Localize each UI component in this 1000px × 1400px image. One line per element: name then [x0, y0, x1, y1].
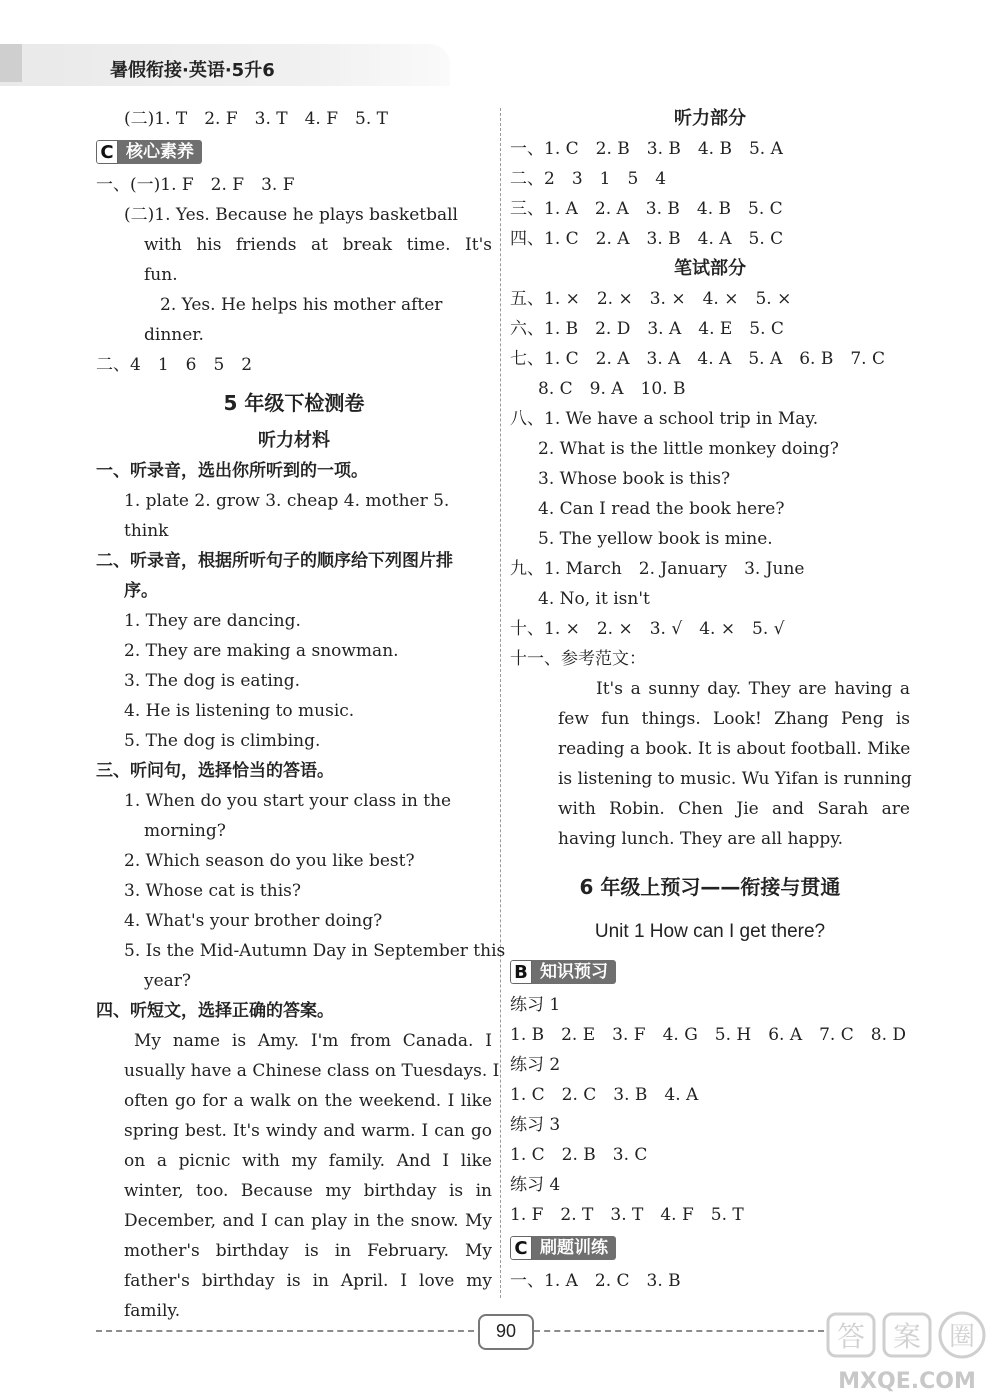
answer-line: 1. C 2. C 3. B 4. A: [510, 1085, 699, 1105]
answer-line: with Robin. Chen Jie and Sarah are: [558, 799, 910, 819]
spacer: [510, 854, 910, 864]
answer-line: 2. They are making a snowman.: [124, 641, 399, 661]
section-badge-letter: B: [510, 960, 532, 984]
answer-line: reading a book. It is about football. Mike: [558, 739, 911, 759]
answer-line: 3. The dog is eating.: [124, 671, 301, 691]
answer-line: 练习 2: [510, 1055, 561, 1075]
answer-line: 一、听录音，选出你所听到的一项。: [96, 461, 368, 481]
section-heading: 6 年级上预习——衔接与贯通: [579, 875, 841, 899]
answer-line: 4. He is listening to music.: [124, 701, 355, 721]
answer-line: morning?: [144, 821, 226, 841]
answer-line: 二、4 1 6 5 2: [96, 355, 253, 375]
right-column: [510, 104, 910, 1296]
answer-line: 5. The dog is climbing.: [124, 731, 321, 751]
page-header-title: 暑假衔接·英语·5升6: [110, 60, 275, 81]
answer-line: dinner.: [144, 325, 204, 345]
answer-line: having lunch. They are all happy.: [558, 829, 844, 849]
section-badge-label: 知识预习: [532, 960, 616, 984]
watermark-char-1: 答: [836, 1320, 866, 1353]
section-badge-label: 刷题训练: [532, 1236, 616, 1260]
answer-line: 四、1. C 2. A 3. B 4. A 5. C: [510, 229, 784, 249]
answer-line: 1. F 2. T 3. T 4. F 5. T: [510, 1205, 744, 1225]
answer-line: 5. Is the Mid-Autumn Day in September this: [124, 941, 506, 961]
answer-line: 二、2 3 1 5 4: [510, 169, 667, 189]
answer-line: 七、1. C 2. A 3. A 4. A 5. A 6. B 7. C: [510, 349, 885, 369]
answer-line: 三、听问句，选择恰当的答语。: [96, 761, 334, 781]
section-heading: Unit 1 How can I get there?: [594, 921, 826, 942]
answer-line: 2. What is the little monkey doing?: [538, 439, 839, 459]
answer-line: mother's birthday is in February. My: [124, 1241, 492, 1261]
answer-line: 十、1. × 2. × 3. √ 4. × 5. √: [510, 619, 785, 639]
answer-line: father's birthday is in April. I love my: [124, 1271, 492, 1291]
answer-line: 4. What's your brother doing?: [124, 911, 383, 931]
section-badge-letter: C: [96, 140, 118, 164]
answer-line: often go for a walk on the weekend. I like: [124, 1091, 492, 1111]
answer-line: on a picnic with my family. And I like: [124, 1151, 492, 1171]
answer-line: spring best. It's windy and warm. I can go: [124, 1121, 492, 1141]
answer-line: 五、1. × 2. × 3. × 4. × 5. ×: [510, 289, 792, 309]
answer-line: fun.: [144, 265, 178, 285]
answer-line: 一、1. C 2. B 3. B 4. B 5. A: [510, 139, 783, 159]
answer-line: My name is Amy. I'm from Canada. I: [134, 1031, 492, 1051]
answer-line: 四、听短文，选择正确的答案。: [96, 1001, 334, 1021]
answer-line: 二、听录音，根据所听句子的顺序给下列图片排: [96, 551, 453, 571]
watermark-char-2: 案: [892, 1320, 922, 1353]
watermark-logo: [822, 1310, 992, 1394]
answer-line: 练习 3: [510, 1115, 561, 1135]
section-heading: 听力材料: [258, 430, 330, 451]
answer-line: 1. B 2. E 3. F 4. G 5. H 6. A 7. C 8. D: [510, 1025, 907, 1045]
answer-line: 九、1. March 2. January 3. June: [510, 559, 805, 579]
column-divider: [500, 108, 501, 1298]
watermark-char-3: 圈: [948, 1322, 976, 1352]
answer-line: 八、1. We have a school trip in May.: [510, 409, 819, 429]
answer-line: 练习 4: [510, 1175, 561, 1195]
answer-line: (二)1. Yes. Because he plays basketball: [124, 205, 458, 225]
answer-line: 十一、参考范文：: [510, 649, 646, 669]
section-badge-box: [510, 1236, 616, 1260]
section-badge: [510, 1230, 910, 1266]
answer-line: 2. Which season do you like best?: [124, 851, 415, 871]
answer-line: winter, too. Because my birthday is in: [124, 1181, 492, 1201]
answer-line: 1. They are dancing.: [124, 611, 301, 631]
section-badge: [510, 954, 910, 990]
answer-line: 练习 1: [510, 995, 561, 1015]
answer-line: (二)1. T 2. F 3. T 4. F 5. T: [124, 109, 388, 129]
answer-line: family.: [124, 1301, 181, 1321]
answer-line: 4. No, it isn't: [538, 589, 650, 609]
answer-line: 一、1. A 2. C 3. B: [510, 1271, 681, 1291]
section-heading: 听力部分: [674, 108, 746, 129]
footer-rule-right: [534, 1330, 824, 1332]
answer-line: usually have a Chinese class on Tuesdays. I: [124, 1061, 500, 1081]
section-heading: 笔试部分: [674, 258, 746, 279]
answer-line: 8. C 9. A 10. B: [538, 379, 686, 399]
answer-line: with his friends at break time. It's: [144, 235, 492, 255]
answer-line: 三、1. A 2. A 3. B 4. B 5. C: [510, 199, 783, 219]
page-number: 90: [478, 1314, 534, 1350]
section-badge-letter: C: [510, 1236, 532, 1260]
section-heading: 5 年级下检测卷: [223, 391, 365, 415]
answer-line: It's a sunny day. They are having a: [596, 679, 910, 699]
answer-line: December, and I can play in the snow. My: [124, 1211, 492, 1231]
answer-line: think: [124, 521, 169, 541]
answer-line: 1. When do you start your class in the: [124, 791, 452, 811]
answer-line: 2. Yes. He helps his mother after: [160, 295, 443, 315]
answer-line: 4. Can I read the book here?: [538, 499, 785, 519]
answer-line: 一、(一)1. F 2. F 3. F: [96, 175, 295, 195]
section-badge: [96, 134, 492, 170]
answer-line: is listening to music. Wu Yifan is running: [558, 769, 912, 789]
left-column: [96, 104, 506, 1326]
section-badge-box: [96, 140, 202, 164]
answer-line: year?: [144, 971, 192, 991]
watermark-url: MXQE.COM: [838, 1369, 976, 1394]
answer-line: 1. C 2. B 3. C: [510, 1145, 648, 1165]
answer-line: few fun things. Look! Zhang Peng is: [558, 709, 910, 729]
answer-line: 序。: [124, 581, 158, 601]
answer-line: 5. The yellow book is mine.: [538, 529, 773, 549]
answer-line: 3. Whose book is this?: [538, 469, 731, 489]
section-badge-label: 核心素养: [118, 140, 202, 164]
answer-line: 六、1. B 2. D 3. A 4. E 5. C: [510, 319, 784, 339]
answer-line: 3. Whose cat is this?: [124, 881, 301, 901]
section-badge-box: [510, 960, 616, 984]
answer-line: 1. plate 2. grow 3. cheap 4. mother 5.: [124, 491, 450, 511]
header-tab-decoration: [0, 44, 22, 82]
footer-rule-left: [96, 1330, 474, 1332]
